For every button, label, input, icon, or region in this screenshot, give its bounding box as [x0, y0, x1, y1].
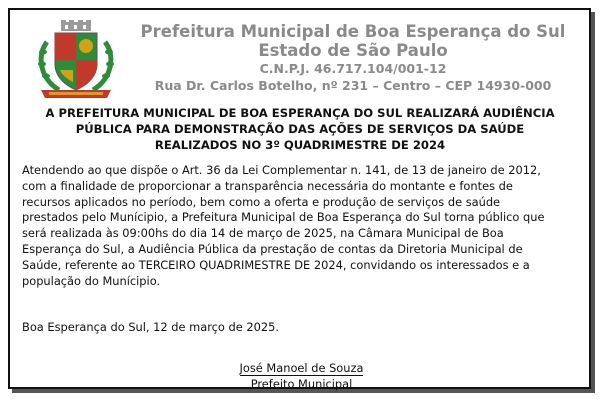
body-line: Saúde, referente ao TERCEIRO QUADRIMESTRE DE 2024, convidando os interessados e a: [22, 257, 530, 272]
letterhead: [122, 22, 584, 94]
letterhead-address: Rua Dr. Carlos Botelho, nº 231 – Centro – CEP 14930-000: [154, 78, 552, 93]
notice-frame: [8, 8, 591, 389]
body-line: Atendendo ao que dispõe o Art. 36 da Lei Complementar n. 141, de 13 de janeiro de 2012,: [22, 163, 541, 177]
body-line: recursos aplicados no período, bem como a oferta e produção de serviços de saúde: [22, 194, 501, 209]
notice-headline: [22, 105, 578, 153]
body-line: com a finalidade de proporcionar a transparência necessária do montante e fontes de: [22, 178, 513, 193]
headline-line: REALIZADOS NO 3º QUADRIMESTRE DE 2024: [154, 138, 446, 152]
body-line: Esperança do Sul, a Audiência Pública da prestação de contas da Diretoria Municipal de: [22, 241, 523, 256]
signature-block: [10, 360, 593, 392]
body-line: população do Munícipio.: [22, 273, 161, 288]
letterhead-title: Prefeitura Municipal de Boa Esperança do Sul: [140, 22, 566, 41]
headline-line: PÚBLICA PARA DEMONSTRAÇÃO DAS AÇÕES DE SERVIÇOS DA SAÚDE: [75, 122, 525, 136]
letterhead-state: Estado de São Paulo: [258, 41, 448, 60]
body-line: prestados pelo Munícipio, a Prefeitura Municipal de Boa Esperança do Sul torna público que: [22, 210, 545, 225]
body-line: será realizada às 09:00hs do dia 14 de março de 2025, na Câmara Municipal de Boa: [22, 226, 504, 241]
municipal-coat-of-arms-icon: [33, 20, 119, 100]
signatory-name: José Manoel de Souza: [239, 361, 364, 375]
dateline: Boa Esperança do Sul, 12 de março de 2025.: [22, 320, 279, 334]
signatory-role: Prefeito Municipal: [250, 377, 353, 391]
headline-line: A PREFEITURA MUNICIPAL DE BOA ESPERANÇA DO SUL REALIZARÁ AUDIÊNCIA: [45, 106, 555, 120]
letterhead-cnpj: C.N.P.J. 46.717.104/001-12: [259, 61, 447, 76]
notice-body: [22, 163, 582, 289]
